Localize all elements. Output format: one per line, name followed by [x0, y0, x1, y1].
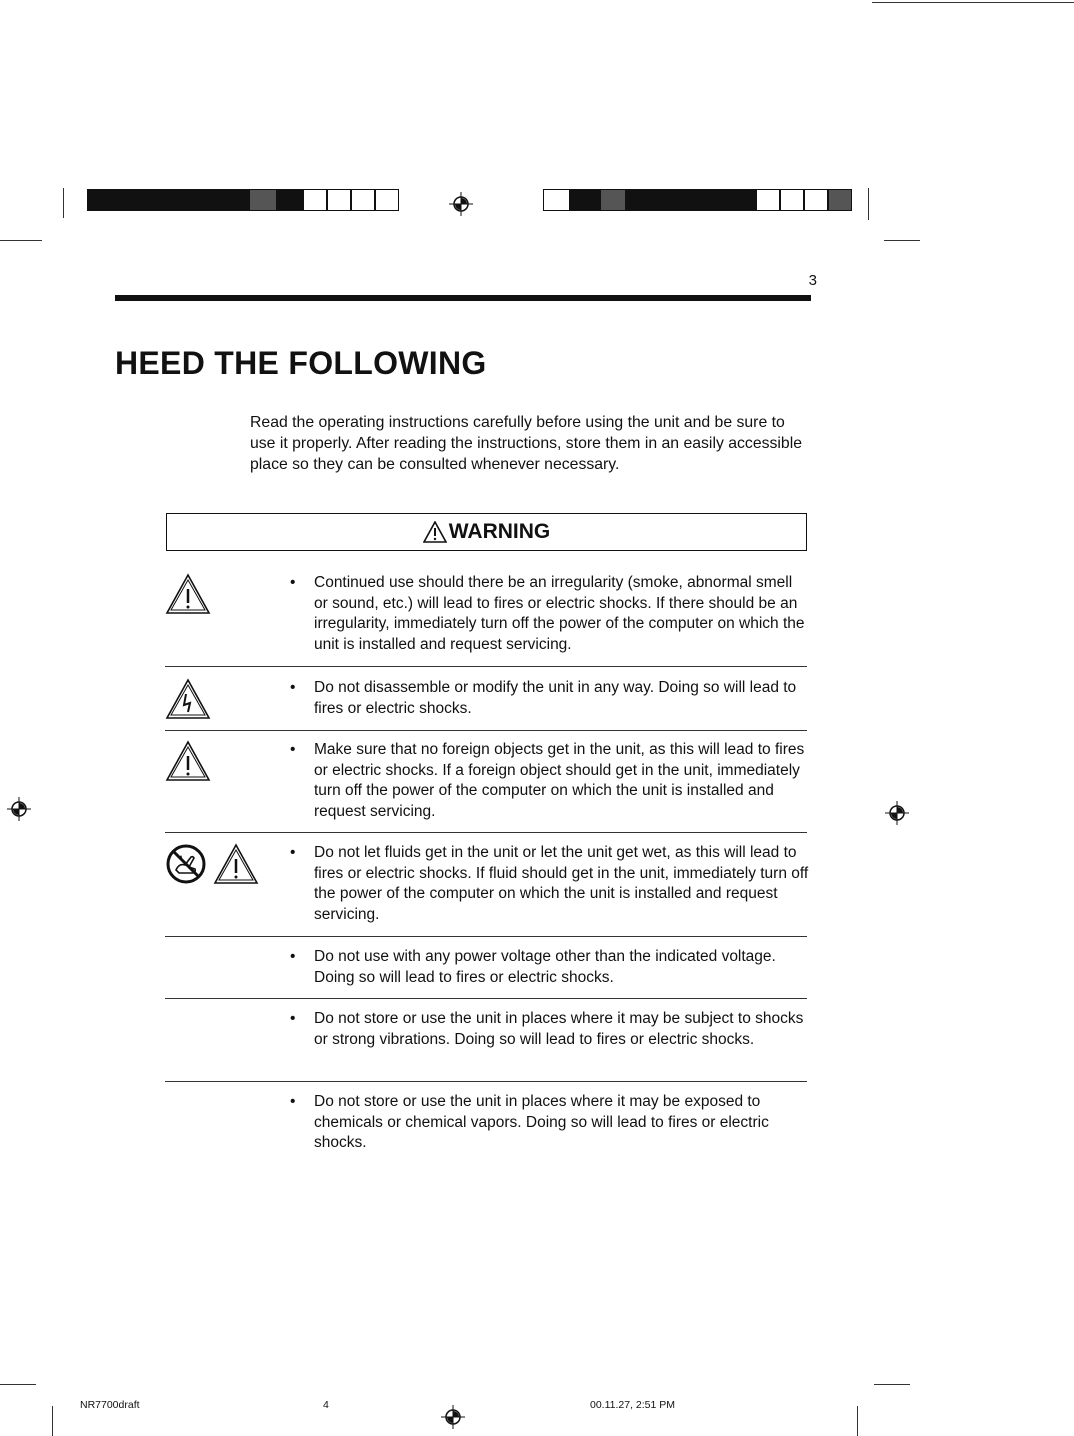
item-divider — [165, 832, 807, 833]
footer-sheet-number: 4 — [323, 1399, 329, 1411]
crop-mark — [872, 2, 1074, 3]
item-divider — [165, 730, 807, 731]
warning-item-text: Do not disassemble or modify the unit in any way. Doing so will lead to fires or electric shocks. — [314, 679, 797, 717]
page-number: 3 — [808, 272, 817, 289]
bullet: • — [290, 844, 296, 861]
footer-timestamp: 00.11.27, 2:51 PM — [590, 1399, 676, 1411]
warning-item-text: Make sure that no foreign objects get in the unit, as this will lead to fires or electric shocks. If a foreign object should get in the unit, immediately turn off the power of the computer on which the unit is installed and request servicing. — [314, 741, 805, 820]
item-divider — [165, 666, 807, 667]
item-divider — [165, 998, 807, 999]
warning-item-text: Continued use should there be an irregularity (smoke, abnormal smell or sound, etc.) will lead to fires or electric shocks. If there should be an irregularity, immediately turn off the power of the computer on which the unit is installed and request servicing. — [314, 574, 805, 653]
no-wet-hands-icon — [165, 843, 207, 885]
bullet: • — [290, 574, 296, 591]
warning-box — [166, 513, 807, 551]
header-rule — [115, 295, 811, 301]
crop-mark — [0, 1384, 36, 1385]
bullet: • — [290, 1010, 296, 1027]
crop-mark — [0, 240, 42, 241]
registration-mark-icon — [449, 192, 473, 216]
item-divider — [165, 936, 807, 937]
bullet: • — [290, 948, 296, 965]
caution-triangle-icon — [165, 573, 211, 615]
warning-heading — [423, 520, 551, 544]
warning-item-text: Do not store or use the unit in places where it may be exposed to chemicals or chemical vapors. Doing so will lead to fires or electric shocks. — [314, 1093, 769, 1152]
bullet: • — [290, 679, 296, 696]
caution-triangle-icon — [213, 843, 259, 885]
bullet: • — [290, 741, 296, 758]
crop-mark — [63, 188, 64, 218]
crop-mark — [884, 240, 920, 241]
intro-paragraph: Read the operating instructions carefully before using the unit and be sure to use it properly. After reading the instructions, store them in an easily accessible place so they can be consulted whenever necessary. — [250, 414, 802, 473]
crop-mark — [52, 1406, 53, 1436]
bullet: • — [290, 1093, 296, 1110]
warning-label: WARNING — [448, 520, 551, 543]
electric-shock-triangle-icon — [165, 678, 211, 720]
warning-item-text: Do not let fluids get in the unit or let the unit get wet, as this will lead to fires or electric shocks. If fluid should get in the unit, immediately turn off the power of the computer on which the unit is installed and request servicing. — [314, 844, 809, 923]
warning-item-text: Do not use with any power voltage other than the indicated voltage. Doing so will lead to fires or electric shocks. — [314, 948, 776, 986]
registration-mark-icon — [885, 801, 909, 825]
page-title: HEED THE FOLLOWING — [115, 345, 487, 381]
crop-mark — [868, 188, 869, 220]
footer-draft-name: NR7700draft — [80, 1399, 140, 1411]
caution-triangle-icon — [165, 740, 211, 782]
registration-mark-icon — [7, 797, 31, 821]
color-bar-right — [543, 189, 852, 213]
color-bar-left — [87, 189, 399, 213]
item-divider — [165, 1081, 807, 1082]
warning-item-text: Do not store or use the unit in places where it may be subject to shocks or strong vibrations. Doing so will lead to fires or electric shocks. — [314, 1010, 804, 1048]
registration-mark-icon — [441, 1405, 465, 1429]
crop-mark — [857, 1406, 858, 1436]
crop-mark — [874, 1384, 910, 1385]
warning-triangle-icon — [423, 521, 447, 543]
